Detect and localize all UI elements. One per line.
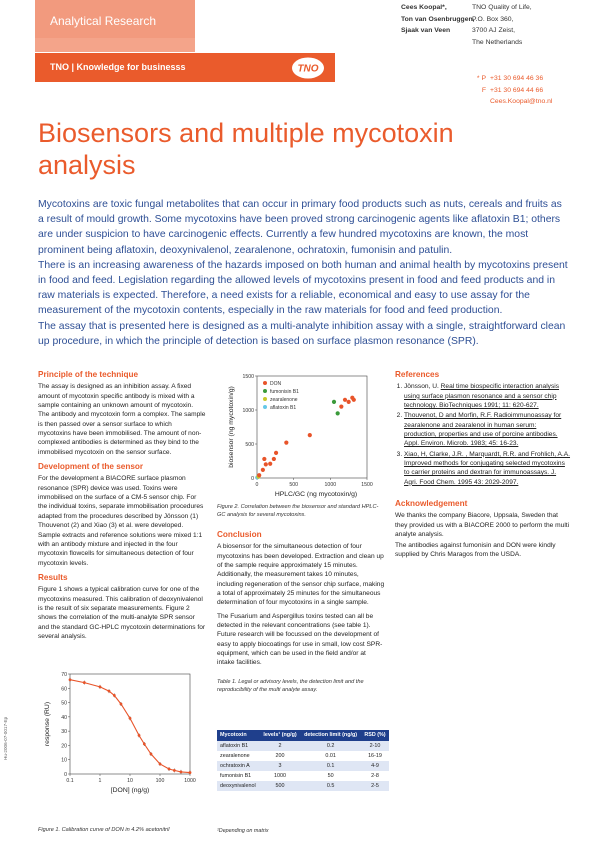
data-point (69, 678, 72, 681)
data-point (261, 468, 265, 472)
conclusion-heading: Conclusion (217, 530, 262, 539)
y-tick-label: 50 (61, 700, 67, 707)
table-cell: 4-9 (361, 761, 389, 771)
data-point (180, 770, 183, 773)
data-point (108, 690, 111, 693)
data-point (129, 717, 132, 720)
x-tick-label: 0.1 (66, 778, 74, 784)
author: Sjaak van Veen (401, 27, 451, 34)
table-cell: 0.2 (300, 741, 361, 751)
y-tick-label: 60 (61, 686, 67, 693)
x-tick-label: 1500 (361, 482, 373, 488)
data-point (347, 400, 351, 404)
authors (401, 2, 475, 37)
table-cell: 0.01 (300, 751, 361, 761)
table-cell: fumonisin B1 (217, 771, 260, 781)
conclusion-text-1: A biosensor for the simultaneous detection of four mycotoxins has been developed. Extraction and clean up of the sample require approximately 15 minutes. Additionally, the measurement takes 10 minutes, including regeneration of the sensor chip surface, making a total of approximately 25 minutes for the simultaneous determination of four mycotoxins in a single sample. (217, 543, 385, 607)
development-heading: Development of the sensor (38, 462, 144, 472)
data-point (332, 400, 336, 404)
data-point (189, 771, 192, 774)
reference-item (404, 411, 570, 448)
legend-marker (263, 389, 267, 393)
table-row (217, 751, 389, 761)
address-line: The Netherlands (472, 38, 523, 46)
table-cell: 2-8 (361, 771, 389, 781)
intro-paragraph: Mycotoxins are toxic fungal metabolites that can occur in primary food products such as nuts, cereals and fruits as a result of mould growth. Some mycotoxins have been proved strong carcinogenic agents like aflatoxin B1; others are under suspicion to have carcinogenic effects. Currently a few hundred mycotoxins are known, the most prominent being aflatoxin, deoxynivalenol, zearalenone, ochratoxin, fumonisin and patulin. (38, 199, 562, 256)
table-cell: 50 (300, 771, 361, 781)
table-cell: 2 (260, 741, 300, 751)
legend-label: fumonisin B1 (270, 389, 299, 395)
page-title: Biosensors and multiple mycotoxin analysis (38, 118, 454, 180)
y-tick-label: 1500 (242, 374, 254, 380)
document-code: Hu-2006-07-0017-Ep (3, 716, 8, 760)
email-link[interactable]: Cees.Koopal@tno.nl (490, 98, 553, 105)
table-footnote: ¹Depending on matrix (217, 828, 269, 834)
data-point (138, 734, 141, 737)
table-cell: deoxynivalenol (217, 781, 260, 791)
table-cell: 0.1 (300, 761, 361, 771)
table-cell: aflatoxin B1 (217, 741, 260, 751)
x-axis-label: HPLC/GC (ng mycotoxin/g) (274, 491, 358, 498)
data-point (120, 703, 123, 706)
table-row (217, 781, 389, 791)
fax: +31 30 694 44 66 (490, 86, 544, 94)
contact (472, 73, 552, 108)
reference-list (395, 382, 570, 487)
fax-label: F (481, 86, 486, 94)
table-header: RSD (%) (361, 730, 389, 741)
data-point (83, 681, 86, 684)
conclusion-text-2: The Fusarium and Aspergillus toxins tested can all be detected in the relevant concentrations (see table 1). Future research will be focussed on the development of easy to apply biocoatings for use in small, low cost SPR-equipment, which can be used in the field and/or at intake facilities. (217, 612, 383, 667)
y-tick-label: 40 (61, 714, 67, 721)
table-header: levels¹ (ng/g) (260, 730, 300, 741)
author: Ton van Osenbruggen, (401, 15, 475, 23)
table-header: Mycotoxin (217, 730, 260, 741)
data-point (343, 398, 347, 402)
y-tick-label: 0 (64, 772, 67, 778)
data-point (262, 457, 266, 461)
principle-text: The assay is designed as an inhibition assay. A fixed amount of mycotoxin specific antibody is mixed with a sample containing an unknown amount of mycotoxin. The antibody and mycotoxin form a complex. The sample is then passed over a sensor surface to which mycotoxins have been immobilised. The amount of non-complexed antibodies is determined as they bind to the immobilised mycotoxin on the sensor surface. (38, 383, 206, 456)
data-point (150, 753, 153, 756)
x-tick-label: 0 (255, 482, 259, 488)
y-tick-label: 70 (61, 672, 67, 678)
legend-label: aflatoxin B1 (270, 405, 297, 411)
data-point (159, 763, 162, 766)
phone: +31 30 694 46 36 (490, 75, 544, 82)
acknowledgement-text-1: We thanks the company Biacore, Uppsala, Sweden that they provided us with a BIACORE 2000 to perform the multi analyte analysis. (395, 512, 570, 539)
data-point (274, 451, 278, 455)
y-tick-label: 30 (61, 729, 67, 736)
table-header: detection limit (ng/g) (300, 730, 361, 741)
legend-label: DON (270, 381, 282, 387)
principle-heading: Principle of the technique (38, 370, 139, 379)
y-tick-label: 1000 (242, 408, 254, 414)
table-row (217, 771, 389, 781)
x-tick-label: 1000 (184, 778, 196, 784)
address (472, 2, 532, 48)
address-line: P.O. Box 360, (472, 15, 514, 23)
reference-link[interactable]: Real time biospecific interaction analysis using surface plasmon resonance and a sensor chip technology. BioTechniques 1991; 11: 620-627. (404, 383, 560, 410)
data-point (173, 769, 176, 772)
address-line: 3700 AJ Zeist, (472, 27, 516, 34)
table-caption: Table 1. Legal or advisory levels, the detection limit and the reproducibility of the multi analyte assay. (217, 678, 364, 693)
tno-logo (291, 56, 325, 80)
calibration-curve (70, 680, 190, 773)
data-point (143, 743, 146, 746)
column-middle (217, 530, 385, 695)
x-tick-label: 100 (155, 778, 165, 784)
reference-item (404, 450, 570, 487)
logo-text: TNO (297, 63, 319, 75)
table-cell: 1000 (260, 771, 300, 781)
data-point (284, 441, 288, 445)
table-row (217, 761, 389, 771)
data-point (99, 685, 102, 688)
mycotoxin-table (217, 730, 389, 791)
table-cell: 0.5 (300, 781, 361, 791)
table-wrap (217, 730, 389, 791)
y-tick-label: 20 (61, 743, 67, 750)
address-line: TNO Quality of Life, (472, 4, 532, 11)
intro-paragraph: There is an increasing awareness of the hazards imposed on both human and animal health by mycotoxins present in food and feed. Legislation regarding the allowed levels of mycotoxins present in food and feed products and in raw materials is expected. Therefore, a need exists for a reliable, economical and easy to use assay for the measurement of the mycotoxin contents, especially in the raw materials for food and feed production. (38, 259, 568, 317)
legend-marker (263, 381, 267, 385)
y-tick-label: 0 (251, 476, 254, 482)
intro-paragraph: The assay that is presented here is designed as a multi-analyte inhibition assay with a single, straightforward clean up procedure, in which the principle of detection is based on surface plasmon resonance (SPR). (38, 320, 566, 347)
data-point (268, 462, 272, 466)
table-cell: 3 (260, 761, 300, 771)
table-row (217, 741, 389, 751)
y-tick-label: 10 (61, 757, 67, 764)
references-heading: References (395, 370, 440, 379)
figure-2-caption: Figure 2. Correlation between the biosensor and standard HPLC-GC analysis for several mycotoxins. (217, 504, 379, 518)
x-axis-label: [DON] (ng/g) (110, 787, 150, 794)
table-cell: ochratoxin A (217, 761, 260, 771)
column-right (395, 370, 570, 560)
x-tick-label: 1000 (324, 482, 337, 488)
author: Cees Koopal*, (401, 4, 447, 11)
table-cell: 16-19 (361, 751, 389, 761)
column-left (38, 370, 206, 642)
results-text: Figure 1 shows a typical calibration curve for one of the mycotoxins measured. This calibration of deoxynivalenol is the result of six separate measurements. Figure 2 shows the correlation of the multi-analyte SPR sensor and the standard GC-HPLC mycotoxin determinations for several analysis. (38, 586, 206, 640)
data-point (168, 768, 171, 771)
data-point (352, 398, 356, 402)
phone-label: * P (476, 75, 486, 82)
x-tick-label: 500 (289, 482, 298, 488)
data-point (336, 411, 340, 415)
data-point (339, 405, 343, 409)
table-cell: zearalenone (217, 751, 260, 761)
y-axis-label: response (RU) (44, 701, 51, 747)
reference-item: 1. Jönsson, U. Real time biospecific interaction analysis using surface plasmon resonance and a sensor chip technology. BioTechniques 1991; 11: 620-627. (404, 382, 570, 410)
x-tick-label: 1 (98, 778, 102, 784)
x-tick-label: 10 (127, 778, 133, 784)
data-point (272, 457, 276, 461)
results-heading: Results (38, 572, 68, 582)
figure-2-chart (217, 370, 387, 500)
reference-link[interactable]: Thouvenot, D and Morfin, R.F. Radioimmunoassay for zearalenone and zearalenol in human serum: production, properties and use of porcine antibodies. Appl. Environ. Microb. 1983; 45: 16-23. (404, 412, 562, 448)
y-tick-label: 500 (245, 442, 254, 448)
table-cell: 200 (260, 751, 300, 761)
data-point (257, 473, 261, 477)
table-cell: 500 (260, 781, 300, 791)
table-cell: 2-10 (361, 741, 389, 751)
legend-marker (263, 405, 267, 409)
legend-marker (263, 397, 267, 401)
intro (38, 197, 568, 349)
y-axis-label: biosensor (ng mycotoxin/g) (228, 386, 235, 468)
reference-link[interactable]: Xiao, H, Clarke, J.R. , Marquardt, R.R. and Frohlich, A.A. Improved methods for conjugating selected mycotoxins to carrier proteins and dextran for immunoassays. J. Agri. Food Chem. 1995 43: 2029-2097. (404, 450, 571, 486)
brand-tagline: TNO | Knowledge for businesss (50, 62, 186, 72)
figure-1-chart (38, 668, 208, 804)
data-point (113, 694, 116, 697)
development-text: For the development a BIACORE surface plasmon resonance (SPR) device was used. Toxins were immobilised on the surface of a CM-5 sensor chip. For the individual toxins, separate immobilisation procedures adapted from the procedures described by Jönsson (1) Thouvenot (2) and Xiao (3) et al. were developed. Sample extracts and reference solutions were mixed 1:1 with an antibody mixture and injected in the four mycotoxin flowcells for simultaneous detection of four mycotoxin levels. (38, 475, 204, 567)
section-label: Analytical Research (50, 14, 157, 28)
acknowledgement-text-2: The antibodies against fumonisin and DON were kindly supplied by Chris Maragos from the USDA. (395, 541, 556, 558)
table-cell: 2-5 (361, 781, 389, 791)
data-point (264, 462, 268, 466)
plot-frame (70, 674, 190, 774)
acknowledgement-heading: Acknowledgement (395, 499, 468, 509)
figure-1-caption: Figure 1. Calibration curve of DON in 4.2% acetonitril (38, 827, 170, 833)
data-point (308, 433, 312, 437)
legend-label: zearalenone (270, 397, 298, 403)
